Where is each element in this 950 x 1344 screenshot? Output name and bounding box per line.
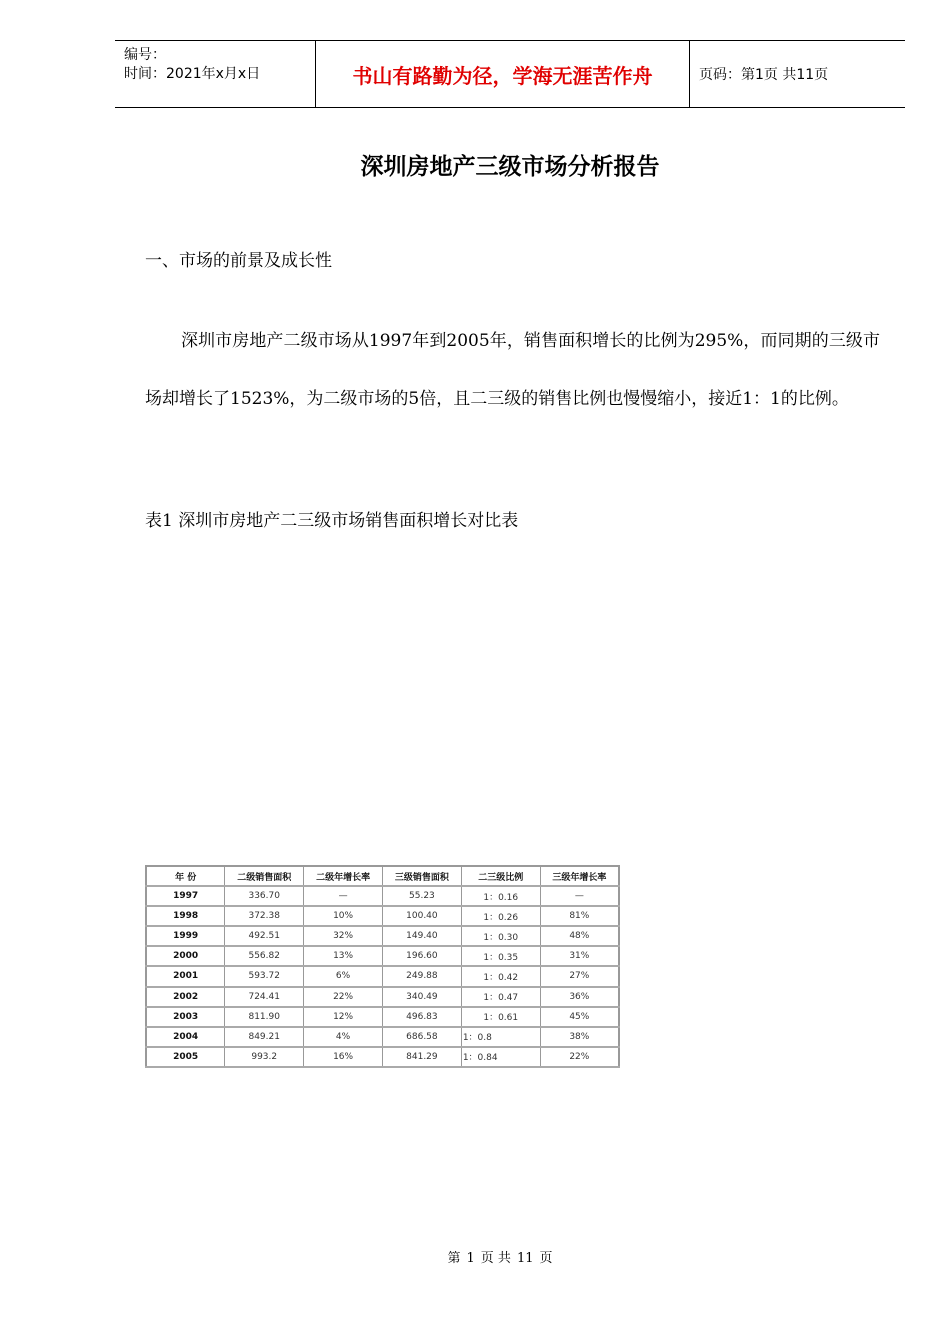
year-cell: 2005 — [146, 1047, 225, 1067]
table-cell: 32% — [304, 926, 383, 946]
table-cell: 6% — [304, 966, 383, 986]
table-cell: 1：0.42 — [461, 966, 540, 986]
number-label: 编号： — [124, 47, 166, 63]
year-cell: 2003 — [146, 1007, 225, 1027]
table-row — [146, 1007, 619, 1027]
data-table-image — [145, 865, 620, 1068]
header-motto — [316, 41, 690, 107]
col-header: 年 份 — [146, 866, 225, 886]
table-cell: 496.83 — [382, 1007, 461, 1027]
year-cell: 1999 — [146, 926, 225, 946]
motto-text: 书山有路勤为径，学海无涯苦作舟 — [352, 63, 653, 88]
paragraph-text: 深圳市房地产二级市场从1997年到2005年，销售面积增长的比例为295%，而同期的三级市场却增长了1523%，为二级市场的5倍，且二三级的销售比例也慢慢缩小，接近1：1的比例。 — [145, 331, 880, 409]
table-cell: 849.21 — [225, 1027, 304, 1047]
table-cell: 12% — [304, 1007, 383, 1027]
time-label: 时间：2021年x月x日 — [124, 66, 261, 82]
footer-mid: 页 共 — [480, 1251, 511, 1266]
table-cell: 1：0.30 — [461, 926, 540, 946]
table-cell: 100.40 — [382, 906, 461, 926]
table-cell: 13% — [304, 946, 383, 966]
table-cell: — — [540, 886, 619, 906]
table-cell: 686.58 — [382, 1027, 461, 1047]
table-cell: 22% — [540, 1047, 619, 1067]
col-header: 三级年增长率 — [540, 866, 619, 886]
table-cell: 372.38 — [225, 906, 304, 926]
page-info-text: 页码：第1页 共11页 — [699, 67, 829, 83]
table-row — [146, 886, 619, 906]
table-cell: 10% — [304, 906, 383, 926]
table-cell: 36% — [540, 987, 619, 1007]
page-footer — [0, 1247, 950, 1266]
table-cell: 1：0.84 — [461, 1047, 540, 1067]
table-cell: 249.88 — [382, 966, 461, 986]
footer-page-total: 11 — [516, 1251, 534, 1266]
data-table — [145, 865, 620, 1068]
table-cell: 811.90 — [225, 1007, 304, 1027]
footer-prefix: 第 — [447, 1251, 461, 1266]
header-page-info — [690, 41, 905, 107]
table-cell: 55.23 — [382, 886, 461, 906]
table-cell: 556.82 — [225, 946, 304, 966]
table-row — [146, 946, 619, 966]
table-cell: 27% — [540, 966, 619, 986]
col-header: 三级销售面积 — [382, 866, 461, 886]
body-paragraph — [145, 312, 880, 428]
table-row — [146, 1047, 619, 1067]
table-cell: 196.60 — [382, 946, 461, 966]
table-cell: 1：0.35 — [461, 946, 540, 966]
table-row — [146, 906, 619, 926]
table-cell: 492.51 — [225, 926, 304, 946]
col-header: 二三级比例 — [461, 866, 540, 886]
year-cell: 2001 — [146, 966, 225, 986]
table-cell: 38% — [540, 1027, 619, 1047]
table-cell: 336.70 — [225, 886, 304, 906]
table-cell: 1：0.26 — [461, 906, 540, 926]
table-cell: 841.29 — [382, 1047, 461, 1067]
table-cell: 81% — [540, 906, 619, 926]
table-cell: 16% — [304, 1047, 383, 1067]
table-cell: 45% — [540, 1007, 619, 1027]
col-header: 二级年增长率 — [304, 866, 383, 886]
table-row — [146, 987, 619, 1007]
year-cell: 2000 — [146, 946, 225, 966]
table-cell: 149.40 — [382, 926, 461, 946]
table-cell: 4% — [304, 1027, 383, 1047]
table-cell: 993.2 — [225, 1047, 304, 1067]
table-cell: 1：0.8 — [461, 1027, 540, 1047]
table-body — [146, 886, 619, 1067]
table-cell: 1：0.16 — [461, 886, 540, 906]
footer-page-num: 1 — [466, 1251, 475, 1266]
table-row — [146, 926, 619, 946]
col-header: 二级销售面积 — [225, 866, 304, 886]
page-header — [115, 40, 905, 108]
table-cell: 22% — [304, 987, 383, 1007]
year-cell: 1997 — [146, 886, 225, 906]
table-row — [146, 966, 619, 986]
table-cell: 1：0.61 — [461, 1007, 540, 1027]
footer-suffix: 页 — [539, 1251, 553, 1266]
document-title: 深圳房地产三级市场分析报告 — [360, 154, 660, 180]
table-cell: 1：0.47 — [461, 987, 540, 1007]
table-cell: — — [304, 886, 383, 906]
year-cell: 1998 — [146, 906, 225, 926]
table-cell: 724.41 — [225, 987, 304, 1007]
table-caption: 表1 深圳市房地产二三级市场销售面积增长对比表 — [145, 511, 519, 531]
year-cell: 2004 — [146, 1027, 225, 1047]
table-cell: 340.49 — [382, 987, 461, 1007]
header-meta — [115, 41, 316, 107]
table-row — [146, 1027, 619, 1047]
table-cell: 593.72 — [225, 966, 304, 986]
table-cell: 48% — [540, 926, 619, 946]
table-cell: 31% — [540, 946, 619, 966]
year-cell: 2002 — [146, 987, 225, 1007]
section-heading: 一、市场的前景及成长性 — [145, 251, 332, 271]
table-header-row — [146, 866, 619, 886]
